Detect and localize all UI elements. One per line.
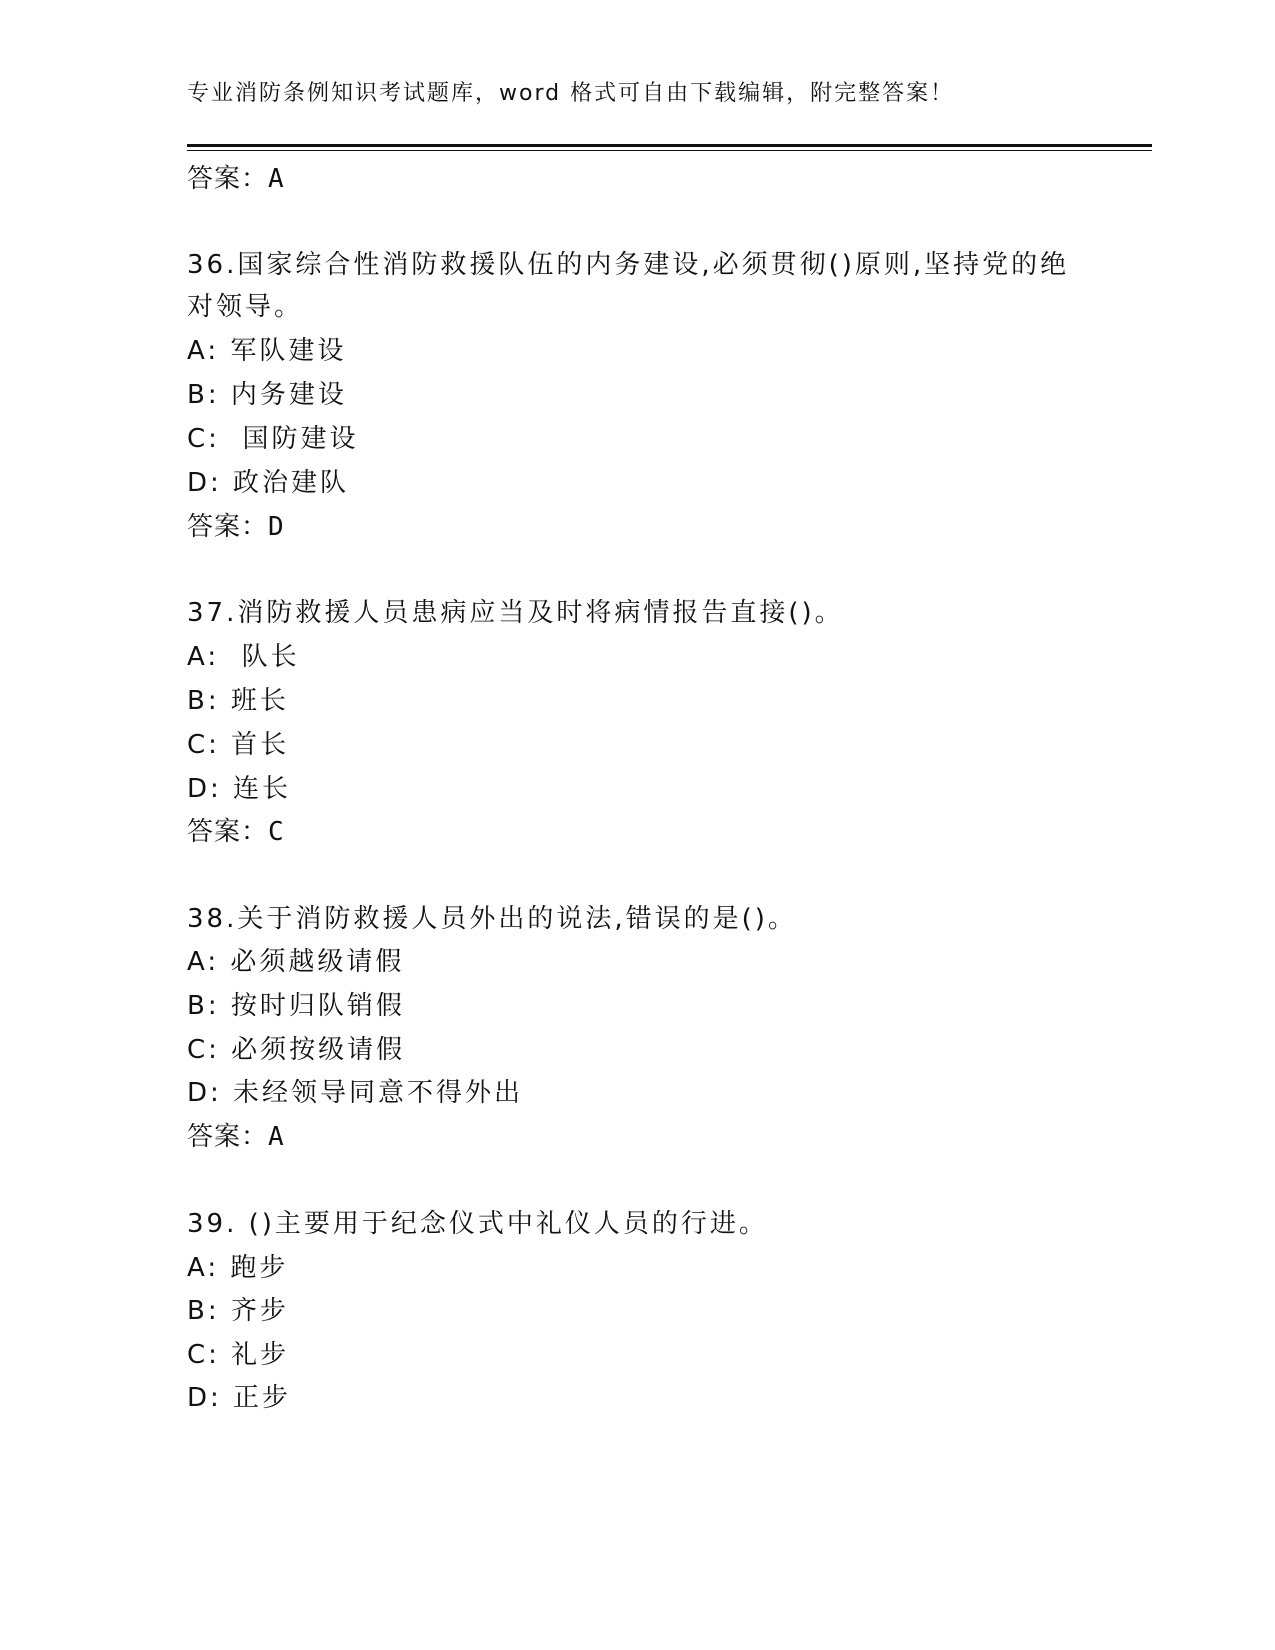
question-36-answer: 答案：D — [187, 512, 285, 542]
answer-prev: 答案：A — [187, 164, 285, 194]
question-37-option-c: C: 首长 — [187, 730, 290, 760]
question-36-option-a: A: 军队建设 — [187, 336, 347, 366]
question-37-answer: 答案：C — [187, 817, 285, 847]
question-37-option-d: D: 连长 — [187, 774, 292, 804]
question-38-option-a: A: 必须越级请假 — [187, 947, 405, 977]
question-36-option-b: B: 内务建设 — [187, 380, 347, 410]
question-38-option-b: B: 按时归队销假 — [187, 991, 405, 1021]
question-38-answer: 答案：A — [187, 1122, 285, 1152]
question-38-option-c: C: 必须按级请假 — [187, 1035, 406, 1065]
question-36-stem-cont: 对领导。 — [187, 292, 304, 322]
question-37-option-b: B: 班长 — [187, 686, 289, 716]
question-39-option-c: C: 礼步 — [187, 1340, 290, 1370]
question-39-option-d: D: 正步 — [187, 1383, 292, 1413]
question-39-stem: 39. ()主要用于纪念仪式中礼仪人员的行进。 — [187, 1209, 768, 1239]
question-37-option-a: A: 队长 — [187, 642, 300, 672]
page-header: 专业消防条例知识考试题库，word 格式可自由下载编辑，附完整答案！ — [187, 81, 955, 106]
question-39-option-b: B: 齐步 — [187, 1296, 289, 1326]
question-38-stem: 38.关于消防救援人员外出的说法,错误的是()。 — [187, 904, 797, 934]
question-36-stem: 36.国家综合性消防救援队伍的内务建设,必须贯彻()原则,坚持党的绝 — [187, 250, 1070, 280]
question-36-option-c: C: 国防建设 — [187, 424, 359, 454]
question-37-stem: 37.消防救援人员患病应当及时将病情报告直接()。 — [187, 598, 844, 628]
header-rule-thick — [187, 144, 1152, 147]
question-38-option-d: D: 未经领导同意不得外出 — [187, 1078, 524, 1108]
question-36-option-d: D: 政治建队 — [187, 468, 350, 498]
header-rule-thin — [187, 150, 1152, 151]
question-39-option-a: A: 跑步 — [187, 1253, 289, 1283]
